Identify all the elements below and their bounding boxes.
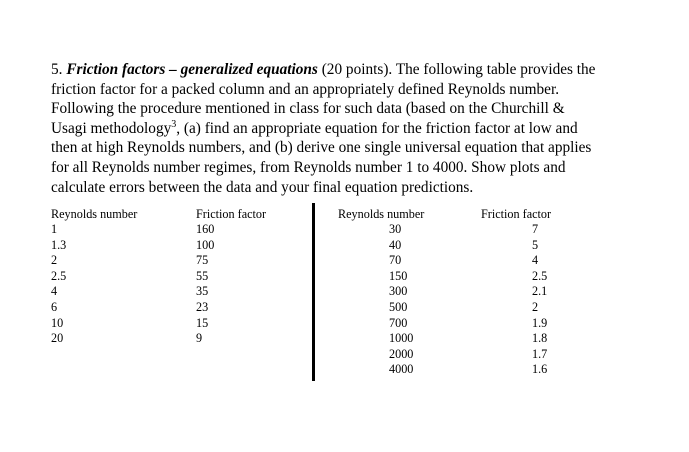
table-cell: 100 (196, 237, 215, 252)
table-cell: 75 (196, 253, 209, 268)
table-cell: 300 (389, 284, 408, 299)
left-reynolds-column (51, 206, 171, 347)
table-cell: 2.5 (532, 268, 548, 283)
table-cell: 2 (532, 299, 539, 314)
table-cell: 35 (196, 284, 209, 299)
table-cell: 70 (389, 253, 402, 268)
problem-number: 5. (51, 61, 63, 78)
table-divider (312, 203, 315, 381)
table-cell: 1 (51, 222, 58, 236)
right-reynolds-header: Reynolds number (338, 207, 425, 221)
problem-text-line: , (a) find an appropriate equation for the friction factor at low and (176, 119, 578, 137)
left-reynolds-header: Reynolds number (51, 207, 138, 221)
table-cell: 1.9 (532, 315, 548, 330)
table-cell: 1.6 (532, 362, 548, 377)
left-friction-column (196, 206, 306, 347)
problem-statement (51, 60, 631, 197)
footnote-reference: 3 (171, 118, 177, 130)
table-cell: 20 (51, 331, 64, 346)
table-cell: 2000 (389, 346, 414, 361)
right-friction-header: Friction factor (481, 207, 552, 221)
table-cell: 2.1 (532, 284, 548, 299)
problem-text-line: Following the procedure mentioned in class for such data (based on the Churchill & (51, 100, 565, 118)
table-cell: 30 (389, 222, 402, 236)
table-cell: 23 (196, 299, 209, 314)
problem-line-1 (51, 60, 631, 80)
problem-text-line: Usagi methodology (51, 119, 172, 137)
problem-text-line: for all Reynolds number regimes, from Reynolds number 1 to 4000. Show plots and (51, 158, 566, 176)
table-cell: 1000 (389, 331, 414, 346)
table-cell: 160 (196, 222, 215, 236)
problem-text-line: calculate errors between the data and your final equation predictions. (51, 178, 474, 196)
table-cell: 1.3 (51, 237, 67, 252)
table-cell: 500 (389, 299, 408, 314)
table-cell: 7 (532, 222, 539, 236)
table-cell: 5 (532, 237, 539, 252)
table-cell: 1.7 (532, 346, 548, 361)
table-cell: 9 (196, 331, 203, 346)
problem-text-line: friction factor for a packed column and an appropriately defined Reynolds number. (51, 80, 560, 98)
table-cell: 150 (389, 268, 408, 283)
problem-points: (20 points). (321, 61, 393, 78)
right-reynolds-column (338, 206, 448, 378)
table-cell: 15 (196, 315, 209, 330)
table-cell: 2.5 (51, 268, 67, 283)
problem-line-4 (51, 119, 631, 139)
right-friction-column (481, 206, 571, 378)
data-tables (51, 206, 611, 381)
problem-text-line: The following table provides the (395, 61, 596, 78)
table-cell: 2 (51, 253, 58, 268)
table-cell: 55 (196, 268, 209, 283)
table-cell: 10 (51, 315, 64, 330)
problem-text-line: then at high Reynolds numbers, and (b) derive one single universal equation that applies (51, 139, 592, 157)
table-cell: 4000 (389, 362, 414, 377)
table-cell: 6 (51, 299, 58, 314)
table-cell: 700 (389, 315, 408, 330)
table-cell: 40 (389, 237, 402, 252)
problem-title: Friction factors – generalized equations (66, 61, 318, 78)
left-friction-header: Friction factor (196, 207, 267, 221)
table-cell: 4 (532, 253, 539, 268)
table-cell: 1.8 (532, 331, 548, 346)
table-cell: 4 (51, 284, 58, 299)
